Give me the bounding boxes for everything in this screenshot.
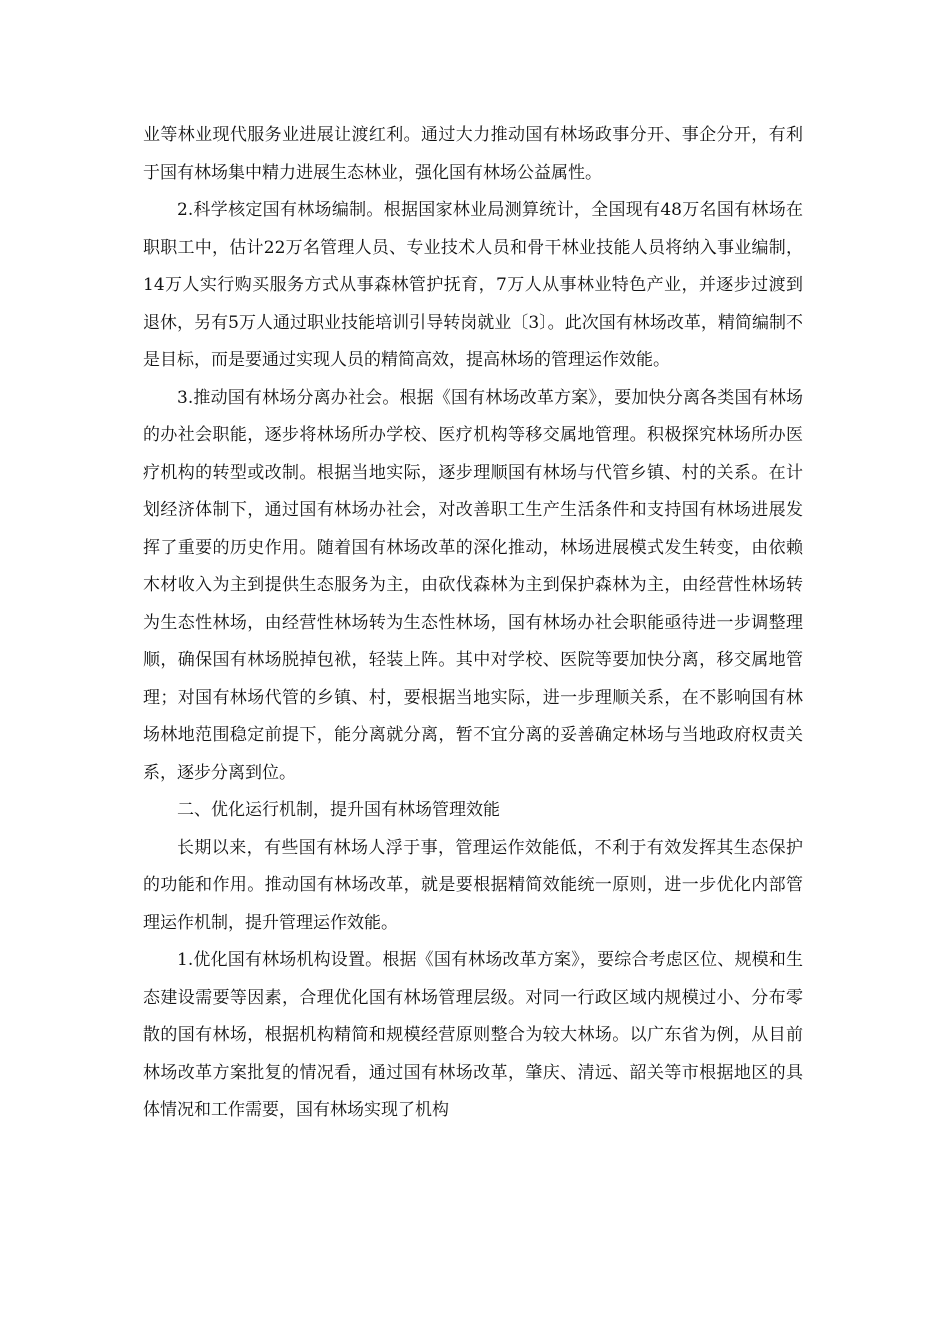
document-page (143, 117, 803, 1130)
section-heading: 二、优化运行机制，提升国有林场管理效能 (177, 800, 500, 820)
paragraph-efficiency: 长期以来，有些国有林场人浮于事，管理运作效能低，不利于有效发挥其生态保护的功能和作用。推动国有林场改革，就是要根据精简效能统一原则，进一步优化内部管理运作机制，提升管理运作效能。 (143, 837, 803, 933)
paragraph-social-functions: 3.推动国有林场分离办社会。根据《国有林场改革方案》，要加快分离各类国有林场的办社会职能，逐步将林场所办学校、医疗机构等移交属地管理。积极探究林场所办医疗机构的转型或改制。根据当地实际，逐步理顺国有林场与代管乡镇、村的关系。在计划经济体制下，通过国有林场办社会，对改善职工生产生活条件和支持国有林场进展发挥了重要的历史作用。随着国有林场改革的深化推动，林场进展模式发生转变，由依赖木材收入为主到提供生态服务为主，由砍伐森林为主到保护森林为主，由经营性林场转为生态性林场，由经营性林场转为生态性林场，国有林场办社会职能亟待进一步调整理顺，确保国有林场脱掉包袱，轻装上阵。其中对学校、医院等要加快分离，移交属地管理；对国有林场代管的乡镇、村，要根据当地实际，进一步理顺关系，在不影响国有林场林地范围稳定前提下，能分离就分离，暂不宜分离的妥善确定林场与当地政府权责关系，逐步分离到位。 (143, 387, 803, 783)
paragraph-organization: 1.优化国有林场机构设置。根据《国有林场改革方案》，要综合考虑区位、规模和生态建设需要等因素，合理优化国有林场管理层级。对同一行政区域内规模过小、分布零散的国有林场，根据机构精简和规模经营原则整合为较大林场。以广东省为例，从目前林场改革方案批复的情况看，通过国有林场改革，肇庆、清远、韶关等市根据地区的具体情况和工作需要，国有林场实现了机构 (143, 950, 803, 1120)
paragraph-staffing: 2.科学核定国有林场编制。根据国家林业局测算统计，全国现有48万名国有林场在职职工中，估计22万名管理人员、专业技术人员和骨干林业技能人员将纳入事业编制，14万人实行购买服务方式从事森林管护抚育，7万人从事林业特色产业，并逐步过渡到退休，另有5万人通过职业技能培训引导转岗就业〔3〕。此次国有林场改革，精简编制不是目标，而是要通过实现人员的精简高效，提高林场的管理运作效能。 (143, 200, 803, 370)
paragraph-continuation: 业等林业现代服务业进展让渡红利。通过大力推动国有林场政事分开、事企分开，有利于国有林场集中精力进展生态林业，强化国有林场公益属性。 (143, 125, 803, 183)
